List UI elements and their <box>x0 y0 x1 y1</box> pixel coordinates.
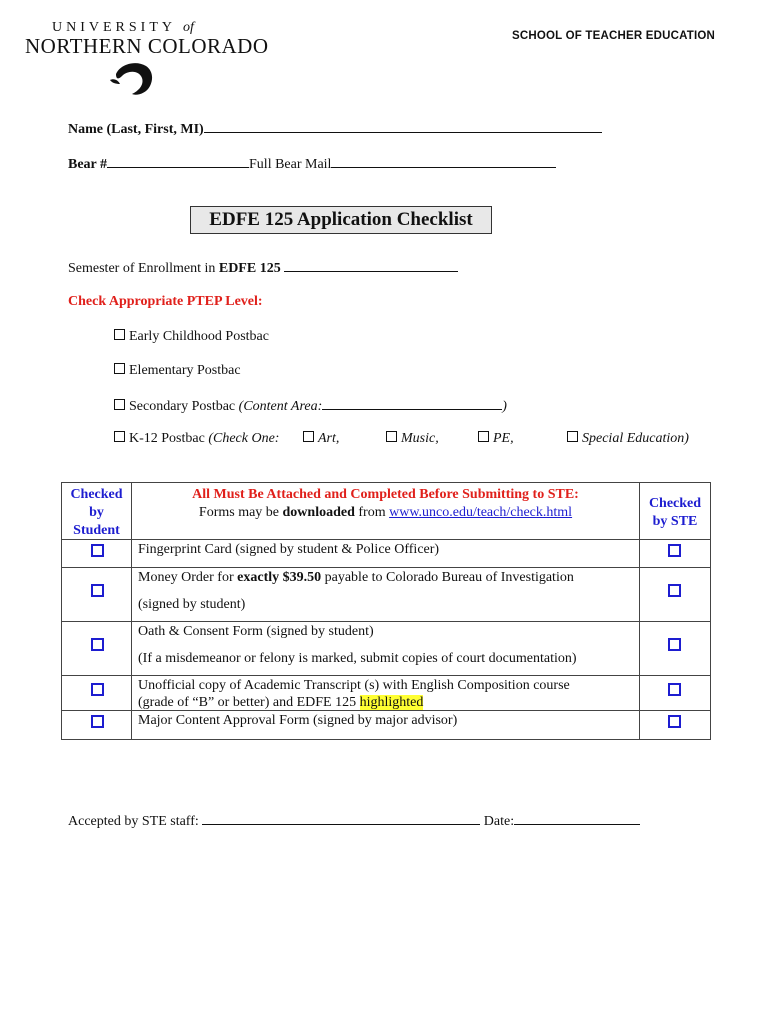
col-checked-by-ste: Checked by STE <box>648 496 702 529</box>
semester-field[interactable]: Semester of Enrollment in EDFE 125 <box>68 258 458 277</box>
name-field[interactable] <box>68 119 602 138</box>
table-header-title: All Must Be Attached and Completed Before Submitting to STE: <box>192 487 579 502</box>
name-label: Name (Last, First, MI) <box>68 122 204 137</box>
student-checkbox-major[interactable] <box>91 715 104 728</box>
accepted-field[interactable]: Accepted by STE staff: Date: <box>68 811 640 830</box>
ste-checkbox-fingerprint[interactable] <box>668 544 681 557</box>
ste-checkbox-oath[interactable] <box>668 638 681 651</box>
option-pe[interactable]: PE, <box>478 431 514 447</box>
row-money-order: Money Order for exactly $39.50 payable to Colorado Bureau of Investigation <box>138 570 574 585</box>
checkbox-icon[interactable] <box>114 363 125 374</box>
bear-fields[interactable] <box>68 154 556 173</box>
bear-logo-icon <box>106 60 158 98</box>
option-secondary[interactable]: Secondary Postbac (Content Area: ) <box>114 396 507 415</box>
student-checkbox-header[interactable] <box>91 544 104 557</box>
ste-checkbox-major[interactable] <box>668 715 681 728</box>
logo-northern-colorado: NORTHERN COLORADO <box>25 34 269 58</box>
checkbox-icon[interactable] <box>114 399 125 410</box>
ptep-heading: Check Appropriate PTEP Level: <box>68 294 263 309</box>
ste-checkbox-transcript[interactable] <box>668 683 681 696</box>
row-oath: Oath & Consent Form (signed by student) <box>138 624 374 639</box>
download-link[interactable]: www.unco.edu/teach/check.html <box>389 505 573 520</box>
page-title: EDFE 125 Application Checklist <box>190 206 492 234</box>
checkbox-icon[interactable] <box>478 431 489 442</box>
option-art[interactable]: Art, <box>303 431 339 447</box>
checkbox-icon[interactable] <box>114 329 125 340</box>
checklist-table <box>61 482 711 740</box>
row-oath-sub: (If a misdemeanor or felony is marked, submit copies of court documentation) <box>138 651 577 666</box>
bear-mail-label: Full Bear Mail <box>249 157 332 172</box>
option-special-education[interactable]: Special Education) <box>567 431 689 447</box>
table-header: All Must Be Attached and Completed Before Submitting to STE: Forms may be downloaded from www.unco.edu/teach/check.html <box>132 486 639 522</box>
bear-label: Bear # <box>68 157 108 172</box>
student-checkbox-transcript[interactable] <box>91 683 104 696</box>
row-transcript: Unofficial copy of Academic Transcript (s) with English Composition course <box>138 678 570 693</box>
checkbox-icon[interactable] <box>114 431 125 442</box>
row-transcript-2: (grade of “B” or better) and EDFE 125 highlighted <box>138 695 424 710</box>
logo-university-text: UNIVERSITY of <box>52 20 194 35</box>
col-checked-by-student: Checked by Student <box>70 487 123 538</box>
checkbox-icon[interactable] <box>567 431 578 442</box>
ste-checkbox-money-order[interactable] <box>668 584 681 597</box>
checkbox-icon[interactable] <box>303 431 314 442</box>
student-checkbox-oath[interactable] <box>91 638 104 651</box>
checkbox-icon[interactable] <box>386 431 397 442</box>
option-early-childhood[interactable]: Early Childhood Postbac <box>114 329 269 345</box>
option-elementary[interactable]: Elementary Postbac <box>114 363 241 379</box>
school-name: SCHOOL OF TEACHER EDUCATION <box>512 30 716 42</box>
student-checkbox-money-order[interactable] <box>91 584 104 597</box>
date-label: Date: <box>483 814 515 829</box>
row-major-content: Major Content Approval Form (signed by major advisor) <box>138 713 458 728</box>
row-money-order-sub: (signed by student) <box>138 597 246 612</box>
option-k12[interactable]: K-12 Postbac (Check One: <box>114 431 279 447</box>
row-fingerprint: Fingerprint Card (signed by student & Police Officer) <box>138 542 440 557</box>
option-music[interactable]: Music, <box>386 431 439 447</box>
